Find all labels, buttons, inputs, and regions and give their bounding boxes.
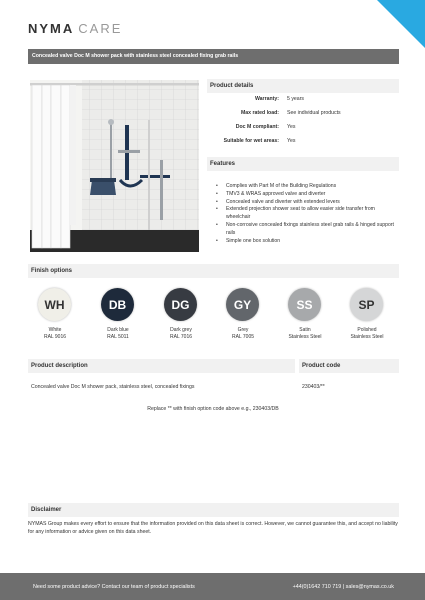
brand-sub: CARE bbox=[78, 21, 123, 36]
swatch-code: RAL 7016 bbox=[169, 334, 193, 340]
details-value: See individual products bbox=[287, 110, 341, 116]
list-item: • Concealed valve and diverter with extended levers bbox=[216, 199, 398, 207]
features-list bbox=[216, 183, 398, 245]
details-label: Suitable for wet areas: bbox=[223, 138, 279, 144]
product-code: 230403/** bbox=[302, 384, 325, 390]
features-heading: Features bbox=[207, 157, 399, 171]
swatch-code: RAL 7005 bbox=[231, 334, 255, 340]
swatch-satin: SS bbox=[288, 288, 321, 321]
swatch-dark-grey: DG bbox=[164, 288, 197, 321]
swatch-code: Stainless Steel bbox=[288, 334, 322, 340]
details-row-doc-m bbox=[207, 124, 397, 135]
brand-logo bbox=[28, 21, 122, 36]
swatch-white: WH bbox=[38, 288, 71, 321]
swatch-name: Dark blue bbox=[107, 327, 129, 333]
swatch-name: Polished bbox=[357, 327, 377, 333]
product-description: Concealed valve Doc M shower pack, stainless steel, concealed fixings bbox=[31, 384, 195, 390]
footer bbox=[0, 573, 425, 600]
footer-contact[interactable]: +44(0)1642 710 719 | sales@nymas.co.uk bbox=[292, 584, 394, 590]
disclaimer-text: NYMAS Group makes every effort to ensure that the information provided on this data sheet is correct. However, we cannot guarantee this, and accept no liability for any information or advice given on this data sheet. bbox=[28, 521, 398, 536]
list-item: • Simple one box solution bbox=[216, 238, 398, 246]
corner-accent bbox=[377, 0, 425, 48]
details-label: Warranty: bbox=[254, 96, 279, 102]
swatch-polished: SP bbox=[350, 288, 383, 321]
shower-room-illustration bbox=[30, 80, 199, 252]
finish-options-heading: Finish options bbox=[28, 264, 399, 278]
swatch-code: RAL 9016 bbox=[43, 334, 67, 340]
details-value: 5 years bbox=[287, 96, 305, 102]
product-photo bbox=[30, 80, 199, 252]
swatch-name: Grey bbox=[237, 327, 249, 333]
list-item: • Non-corrosive concealed fixings stainless steel grab rails & hinged support rails bbox=[216, 222, 398, 238]
swatch-code: Stainless Steel bbox=[350, 334, 384, 340]
code-note: Replace ** with finish option code above e.g., 230403/DB bbox=[147, 406, 279, 412]
footer-advice: Need some product advice? Contact our team of product specialists bbox=[33, 584, 195, 590]
swatch-name: Dark grey bbox=[170, 327, 192, 333]
swatch-dark-blue: DB bbox=[101, 288, 134, 321]
details-value: Yes bbox=[287, 138, 296, 144]
details-label: Max rated load: bbox=[240, 110, 279, 116]
product-code-heading: Product code bbox=[299, 359, 399, 373]
details-label: Doc M compliant: bbox=[235, 124, 279, 130]
list-item: • Complies with Part M of the Building Regulations bbox=[216, 183, 398, 191]
product-description-heading: Product description bbox=[28, 359, 295, 373]
swatch-name: White bbox=[48, 327, 62, 333]
list-item: • TMV3 & WRAS approved valve and diverter bbox=[216, 191, 398, 199]
swatch-name: Satin bbox=[299, 327, 311, 333]
details-row-warranty bbox=[207, 96, 397, 107]
brand-name: NYMA bbox=[28, 21, 75, 36]
swatch-grey: GY bbox=[226, 288, 259, 321]
product-details-heading: Product details bbox=[207, 79, 399, 93]
details-value: Yes bbox=[287, 124, 296, 130]
details-row-wet-areas bbox=[207, 138, 397, 149]
details-row-max-load bbox=[207, 110, 397, 121]
list-item: • Extended projection shower seat to allow easier side transfer from wheelchair bbox=[216, 206, 398, 222]
swatch-code: RAL 5011 bbox=[107, 334, 129, 340]
product-title: Concealed valve Doc M shower pack with stainless steel concealed fixing grab rails bbox=[28, 49, 399, 64]
disclaimer-heading: Disclaimer bbox=[28, 503, 399, 517]
